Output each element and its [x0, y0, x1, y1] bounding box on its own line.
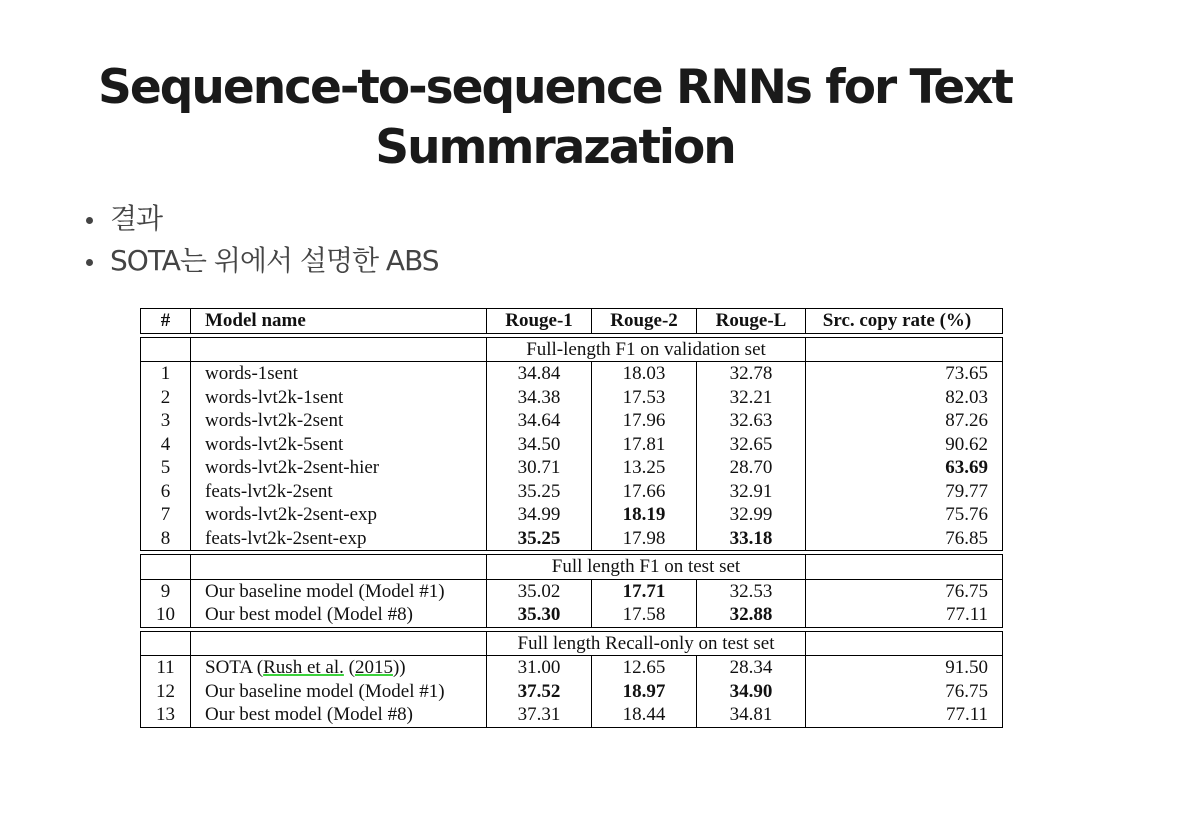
cell-rouge-2	[592, 703, 697, 728]
cell-rouge-2	[592, 456, 697, 480]
cell-rouge-2-value: 18.03	[622, 363, 666, 384]
cell-num	[140, 456, 191, 480]
cell-src-copy-rate-value: 87.26	[945, 410, 988, 431]
cell-rouge-1-value: 30.71	[517, 457, 561, 478]
cell-rouge-1	[487, 656, 592, 680]
cell-model-name	[191, 386, 487, 410]
cell-rouge-1-value: 34.38	[517, 386, 561, 408]
cell-num	[140, 527, 191, 552]
cell-src-copy-rate-value: 76.85	[945, 527, 988, 549]
cell-rouge-1-value: 35.30	[517, 604, 561, 625]
cell-rouge-2	[592, 680, 697, 704]
cell-rouge-l	[697, 603, 806, 628]
section-label: Full-length F1 on validation set	[487, 337, 806, 363]
cell-rouge-2-value: 17.71	[622, 580, 666, 602]
cell-rouge-1	[487, 680, 592, 704]
cell-rouge-l-value: 28.70	[729, 457, 773, 478]
section-label: Full length Recall-only on test set	[487, 631, 806, 657]
cell-rouge-1	[487, 362, 592, 386]
cell-model-name-value: feats-lvt2k-2sent	[205, 480, 333, 502]
header-rouge-1: Rouge-1	[487, 308, 592, 334]
cell-src-copy-rate	[806, 680, 1003, 704]
cell-rouge-1-value: 34.64	[517, 410, 561, 431]
cell-rouge-2-value: 17.98	[622, 527, 666, 549]
section-label-empty	[806, 631, 1003, 657]
cell-rouge-1-value: 31.00	[517, 657, 561, 678]
table-row	[140, 456, 1003, 480]
cell-model-name-value: words-lvt2k-2sent-hier	[205, 457, 380, 478]
cell-model-name-part: SOTA (	[205, 657, 264, 678]
cell-num-value: 12	[156, 680, 175, 702]
cell-num	[140, 580, 191, 604]
cell-rouge-2	[592, 409, 697, 433]
cell-rouge-1-value: 34.84	[517, 363, 561, 384]
cell-model-name	[191, 680, 487, 704]
cell-rouge-2-value: 17.81	[622, 433, 666, 455]
cell-num-value: 2	[160, 386, 171, 408]
cell-rouge-2	[592, 433, 697, 457]
table-row	[140, 480, 1003, 504]
section-label-empty	[191, 337, 487, 363]
cell-rouge-2	[592, 480, 697, 504]
cell-model-name-part: ))	[392, 657, 406, 678]
table-row	[140, 580, 1003, 604]
cell-rouge-2	[592, 580, 697, 604]
table-row	[140, 656, 1003, 680]
citation-link[interactable]: 2015	[354, 657, 393, 678]
cell-rouge-2-value: 17.66	[622, 480, 666, 502]
cell-rouge-1-value: 34.50	[517, 433, 561, 455]
cell-rouge-l	[697, 580, 806, 604]
cell-src-copy-rate-value: 77.11	[945, 704, 988, 725]
cell-model-name	[191, 703, 487, 728]
cell-model-name	[191, 656, 487, 680]
cell-rouge-1	[487, 603, 592, 628]
cell-rouge-2	[592, 386, 697, 410]
cell-num-value: 11	[156, 657, 175, 678]
cell-num-value: 10	[156, 604, 175, 625]
section-label-empty	[806, 337, 1003, 363]
cell-src-copy-rate	[806, 433, 1003, 457]
cell-rouge-l-value: 28.34	[729, 657, 773, 678]
cell-rouge-1	[487, 703, 592, 728]
cell-model-name-value: Our best model (Model #8)	[205, 604, 413, 625]
header-model-name: Model name	[191, 308, 487, 334]
cell-src-copy-rate-value: 91.50	[945, 657, 988, 678]
cell-model-name-value: feats-lvt2k-2sent-exp	[205, 527, 367, 549]
cell-src-copy-rate	[806, 480, 1003, 504]
cell-rouge-l-value: 32.91	[729, 480, 773, 502]
cell-src-copy-rate-value: 63.69	[945, 457, 988, 478]
cell-num	[140, 362, 191, 386]
cell-src-copy-rate-value: 76.75	[945, 680, 988, 702]
table-row	[140, 527, 1003, 552]
cell-model-name-value: Our baseline model (Model #1)	[205, 580, 445, 602]
cell-src-copy-rate-value: 73.65	[945, 363, 988, 384]
cell-rouge-l	[697, 433, 806, 457]
cell-src-copy-rate-value: 90.62	[945, 433, 988, 455]
section-label-empty	[140, 554, 191, 580]
table-row	[140, 433, 1003, 457]
cell-model-name	[191, 433, 487, 457]
cell-model-name-part: (	[343, 657, 355, 678]
header-rouge-2: Rouge-2	[592, 308, 697, 334]
cell-rouge-2-value: 13.25	[622, 457, 666, 478]
cell-rouge-l-value: 33.18	[729, 527, 773, 549]
table-row	[140, 409, 1003, 433]
cell-rouge-l	[697, 503, 806, 527]
cell-num-value: 3	[160, 410, 171, 431]
cell-rouge-1-value: 35.25	[517, 527, 561, 549]
cell-num	[140, 480, 191, 504]
cell-num	[140, 656, 191, 680]
section-label-empty	[191, 631, 487, 657]
cell-rouge-2-value: 17.58	[622, 604, 666, 625]
cell-src-copy-rate	[806, 527, 1003, 552]
bullet-list	[84, 198, 439, 282]
cell-num	[140, 433, 191, 457]
cell-rouge-1	[487, 386, 592, 410]
section-label-empty	[806, 554, 1003, 580]
cell-num-value: 13	[156, 704, 175, 725]
section-label: Full length F1 on test set	[487, 554, 806, 580]
table-header-row	[140, 308, 1003, 334]
cell-model-name	[191, 480, 487, 504]
cell-rouge-2-value: 18.19	[622, 504, 666, 525]
cell-model-name-value: words-lvt2k-1sent	[205, 386, 344, 408]
cell-model-name	[191, 456, 487, 480]
cell-rouge-l	[697, 656, 806, 680]
header-src-copy-rate: Src. copy rate (%)	[806, 308, 1003, 334]
cell-src-copy-rate	[806, 603, 1003, 628]
cell-src-copy-rate	[806, 503, 1003, 527]
cell-num-value: 1	[160, 363, 171, 384]
cell-rouge-2-value: 18.97	[622, 680, 666, 702]
cell-rouge-1	[487, 456, 592, 480]
cell-rouge-l-value: 34.81	[729, 704, 773, 725]
cell-rouge-l	[697, 409, 806, 433]
cell-rouge-2-value: 17.96	[622, 410, 666, 431]
cell-src-copy-rate	[806, 456, 1003, 480]
cell-num	[140, 409, 191, 433]
cell-model-name	[191, 603, 487, 628]
cell-model-name	[191, 527, 487, 552]
cell-rouge-1-value: 34.99	[517, 504, 561, 525]
cell-src-copy-rate-value: 79.77	[945, 480, 988, 502]
cell-num-value: 9	[160, 580, 171, 602]
cell-num-value: 8	[160, 527, 171, 549]
cell-num-value: 4	[160, 433, 171, 455]
table-row	[140, 386, 1003, 410]
table-row	[140, 503, 1003, 527]
cell-rouge-1-value: 35.25	[517, 480, 561, 502]
cell-rouge-1	[487, 527, 592, 552]
cell-rouge-1	[487, 409, 592, 433]
citation-link[interactable]: Rush et al.	[263, 657, 344, 678]
cell-src-copy-rate-value: 82.03	[945, 386, 988, 408]
cell-rouge-l	[697, 703, 806, 728]
header-num: #	[140, 308, 191, 334]
cell-src-copy-rate	[806, 409, 1003, 433]
cell-rouge-1-value: 37.52	[517, 680, 561, 702]
cell-rouge-1-value: 35.02	[517, 580, 561, 602]
cell-src-copy-rate	[806, 386, 1003, 410]
section-label-row	[140, 631, 1003, 657]
cell-rouge-l-value: 32.88	[729, 604, 773, 625]
cell-src-copy-rate	[806, 656, 1003, 680]
cell-num	[140, 680, 191, 704]
cell-model-name-value: Our baseline model (Model #1)	[205, 680, 445, 702]
cell-rouge-1	[487, 480, 592, 504]
cell-model-name-value: words-lvt2k-2sent-exp	[205, 504, 378, 525]
bullet-item: 결과	[84, 198, 439, 240]
cell-num	[140, 603, 191, 628]
cell-num	[140, 386, 191, 410]
cell-num	[140, 703, 191, 728]
cell-rouge-1	[487, 580, 592, 604]
cell-rouge-2	[592, 503, 697, 527]
cell-rouge-l	[697, 527, 806, 552]
cell-num	[140, 503, 191, 527]
cell-num-value: 6	[160, 480, 171, 502]
cell-num-value: 5	[160, 457, 171, 478]
cell-rouge-1	[487, 503, 592, 527]
cell-rouge-1-value: 37.31	[517, 704, 561, 725]
bullet-item: SOTA는 위에서 설명한 ABS	[84, 240, 439, 282]
cell-rouge-l	[697, 386, 806, 410]
table-row	[140, 703, 1003, 728]
cell-model-name	[191, 503, 487, 527]
results-table	[140, 308, 1003, 728]
cell-model-name-value: words-lvt2k-2sent	[205, 410, 344, 431]
cell-rouge-2	[592, 656, 697, 680]
cell-rouge-2-value: 12.65	[622, 657, 666, 678]
results-table-container	[140, 308, 1003, 728]
section-label-empty	[140, 337, 191, 363]
table-row	[140, 603, 1003, 628]
cell-rouge-2-value: 18.44	[622, 704, 666, 725]
cell-model-name-value: words-lvt2k-5sent	[205, 433, 344, 455]
cell-rouge-l-value: 32.99	[729, 504, 773, 525]
cell-rouge-l-value: 32.53	[729, 580, 773, 602]
section-label-row	[140, 337, 1003, 363]
cell-rouge-2-value: 17.53	[622, 386, 666, 408]
cell-src-copy-rate-value: 76.75	[945, 580, 988, 602]
cell-rouge-2	[592, 603, 697, 628]
slide-title-line-2: Summrazation	[375, 120, 735, 175]
cell-rouge-l-value: 34.90	[729, 680, 773, 702]
cell-rouge-l-value: 32.65	[729, 433, 773, 455]
cell-rouge-l	[697, 680, 806, 704]
cell-num-value: 7	[160, 504, 171, 525]
table-row	[140, 362, 1003, 386]
cell-model-name	[191, 362, 487, 386]
section-label-empty	[140, 631, 191, 657]
table-row	[140, 680, 1003, 704]
section-label-empty	[191, 554, 487, 580]
cell-src-copy-rate	[806, 703, 1003, 728]
cell-rouge-2	[592, 362, 697, 386]
cell-rouge-l-value: 32.78	[729, 363, 773, 384]
slide-title	[0, 58, 1110, 178]
cell-src-copy-rate	[806, 580, 1003, 604]
cell-model-name	[191, 409, 487, 433]
cell-model-name-value: Our best model (Model #8)	[205, 704, 413, 725]
cell-src-copy-rate	[806, 362, 1003, 386]
cell-model-name	[191, 580, 487, 604]
cell-rouge-l	[697, 456, 806, 480]
section-label-row	[140, 554, 1003, 580]
cell-src-copy-rate-value: 77.11	[945, 604, 988, 625]
cell-src-copy-rate-value: 75.76	[945, 504, 988, 525]
cell-rouge-l	[697, 480, 806, 504]
cell-rouge-2	[592, 527, 697, 552]
header-rouge-l: Rouge-L	[697, 308, 806, 334]
cell-rouge-l	[697, 362, 806, 386]
cell-model-name-value: words-1sent	[205, 363, 298, 384]
cell-rouge-l-value: 32.63	[729, 410, 773, 431]
cell-rouge-1	[487, 433, 592, 457]
slide-title-line-1: Sequence-to-sequence RNNs for Text	[97, 60, 1013, 115]
cell-rouge-l-value: 32.21	[729, 386, 773, 408]
